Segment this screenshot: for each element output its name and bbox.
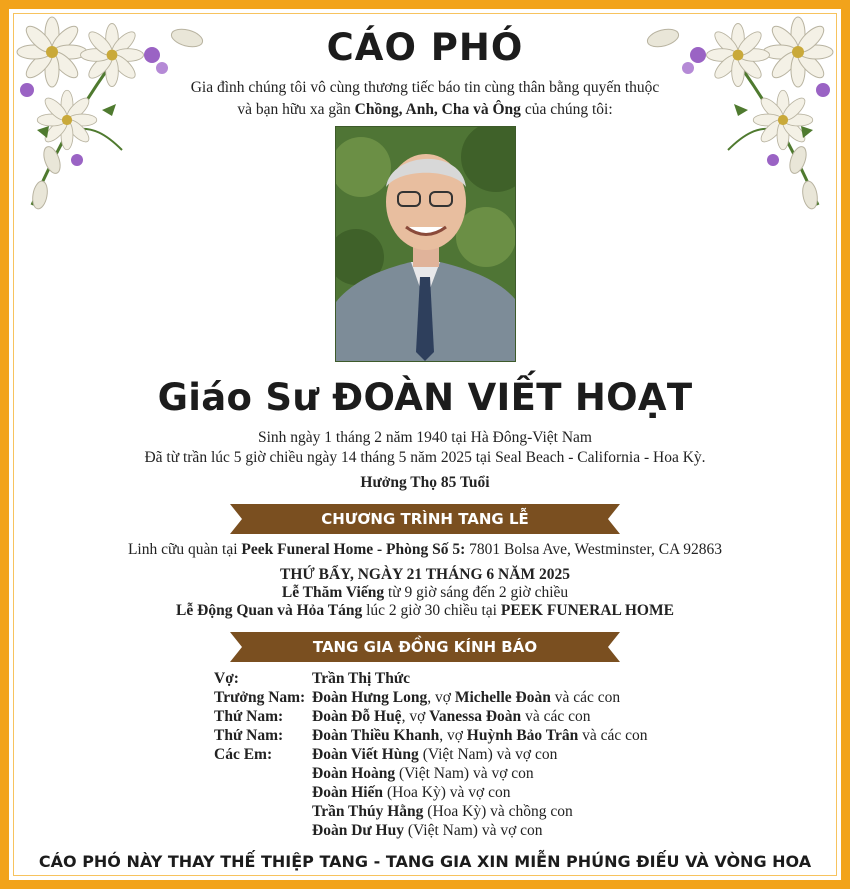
family-member: Đoàn Hiến (Hoa Kỳ) và vợ con [312,784,511,801]
age-info: Hưởng Thọ 85 Tuổi [360,474,490,491]
death-info: Đã từ trần lúc 5 giờ chiều ngày 14 tháng 5 năm 2025 tại Seal Beach - California - Hoa Kỳ. [144,449,706,466]
family-member: Đoàn Đỗ Huệ, vợ Vanessa Đoàn và các con [312,708,591,725]
program-banner [230,504,620,534]
cremation-line: Lễ Động Quan và Hỏa Táng lúc 2 giờ 30 chiều tại PEEK FUNERAL HOME [176,602,674,619]
deceased-name: Giáo Sư ĐOÀN VIẾT HOẠT [157,376,693,419]
intro-line-1: Gia đình chúng tôi vô cùng thương tiếc báo tin cùng thân bằng quyến thuộc [190,79,660,96]
family-role-label: Thứ Nam: [214,727,284,744]
family-role-label: Vợ: [214,670,239,687]
birth-info: Sinh ngày 1 tháng 2 năm 1940 tại Hà Đông-Việt Nam [258,429,592,446]
family-role-label: Trưởng Nam: [214,689,306,706]
service-date: THỨ BẨY, NGÀY 21 THÁNG 6 NĂM 2025 [280,566,570,583]
family-member: Đoàn Thiều Khanh, vợ Huỳnh Bảo Trân và các con [312,727,648,744]
footer-note: CÁO PHÓ NÀY THAY THẾ THIỆP TANG - TANG GIA XIN MIỄN PHÚNG ĐIẾU VÀ VÒNG HOA [38,852,812,871]
program-heading: CHƯƠNG TRÌNH TANG LỄ [321,510,529,528]
family-member: Trần Thúy Hằng (Hoa Kỳ) và chồng con [312,803,573,820]
family-banner [230,632,620,662]
page-title: CÁO PHÓ [326,26,524,69]
family-role-label: Thứ Nam: [214,708,284,725]
family-member: Đoàn Viết Hùng (Việt Nam) và vợ con [312,746,558,763]
family-heading: TANG GIA ĐỒNG KÍNH BÁO [312,638,538,656]
portrait-photo [335,126,516,362]
visitation-line: Lễ Thăm Viếng từ 9 giờ sáng đến 2 giờ chiều [281,584,569,601]
venue-line: Linh cữu quàn tại Peek Funeral Home - Phòng Số 5: 7801 Bolsa Ave, Westminster, CA 92863 [127,541,723,558]
family-member: Trần Thị Thức [312,670,411,687]
intro-line-2: và bạn hữu xa gần Chồng, Anh, Cha và Ông của chúng tôi: [237,101,613,118]
family-member: Đoàn Dư Huy (Việt Nam) và vợ con [312,822,543,839]
intro-text [0,77,850,121]
family-member: Đoàn Hoàng (Việt Nam) và vợ con [312,765,534,782]
family-role-label: Các Em: [214,746,273,763]
family-member: Đoàn Hưng Long, vợ Michelle Đoàn và các con [312,689,621,706]
